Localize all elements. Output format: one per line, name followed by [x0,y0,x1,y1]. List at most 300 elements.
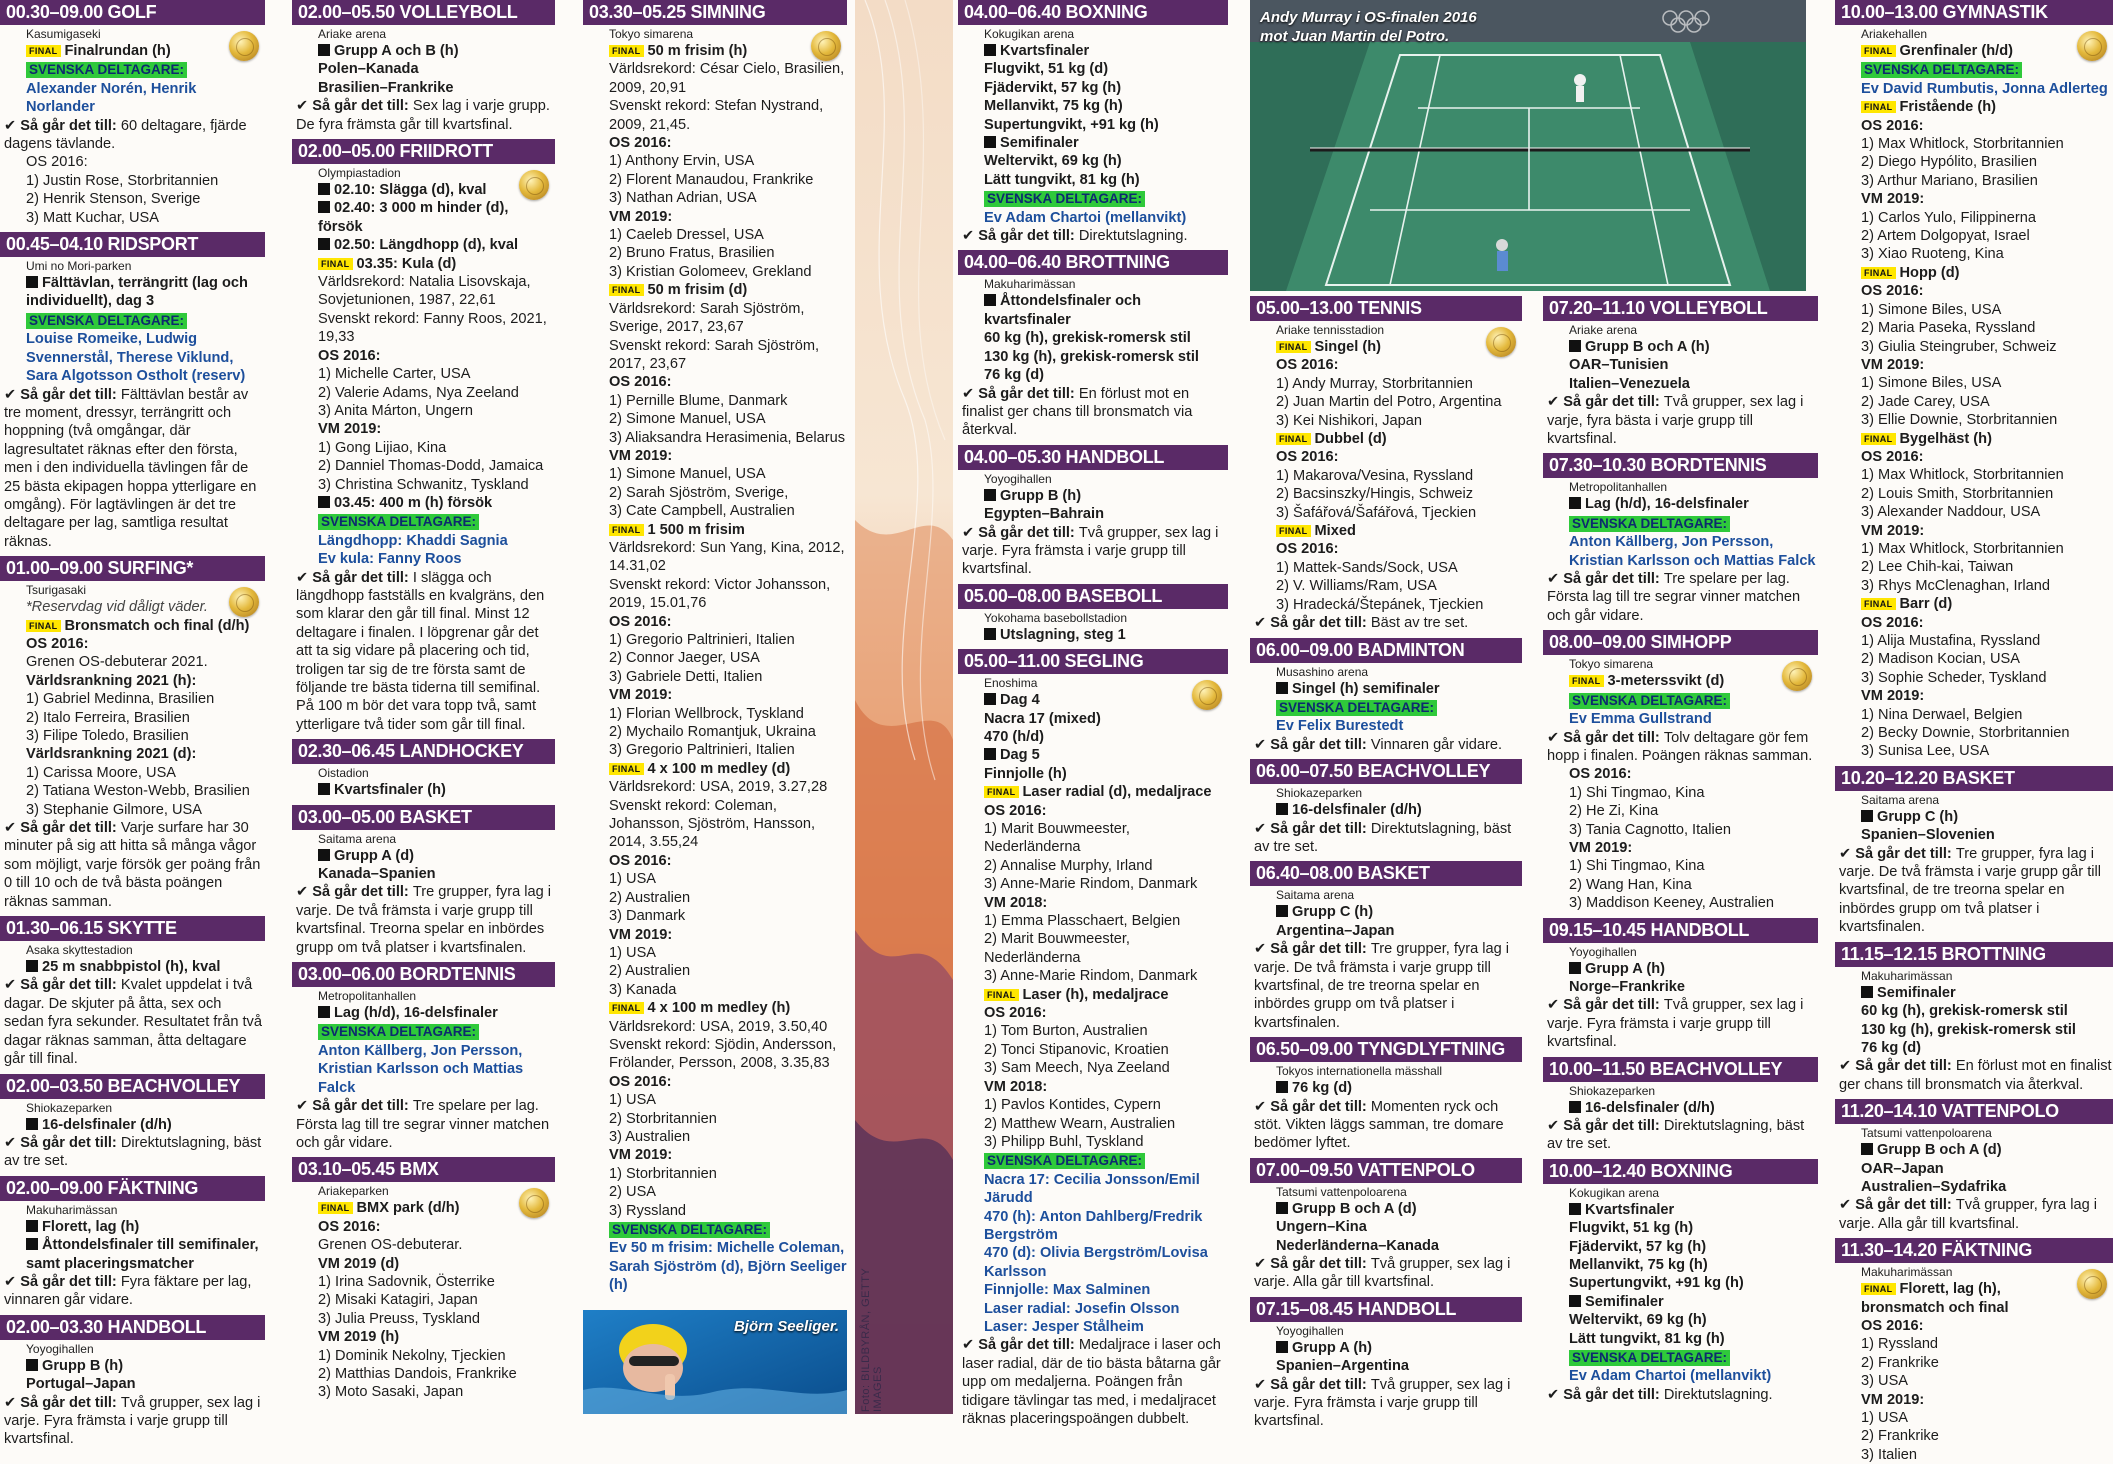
participant-name: Ev Felix Burestedt [1276,718,1404,735]
detail-line: 1) Nina Derwael, Belgien [1861,706,2023,723]
final-badge: FINAL [609,284,644,296]
schedule-section [1250,296,1522,633]
schedule-section [0,1176,265,1310]
detail-line: 2) Maria Paseka, Ryssland [1861,320,2036,337]
detail-line: 3) Stephanie Gilmore, USA [26,801,203,818]
detail-line: 2) Valerie Adams, Nya Zeeland [318,384,519,401]
detail-line: 2) Annalise Murphy, Irland [984,857,1153,874]
event-line [292,1199,555,1217]
schedule-section [0,232,265,551]
section-header: 06.50–09.00 TYNGDLYFTNING [1250,1037,1522,1062]
decorative-wave-graphic [855,0,953,1414]
schedule-section [0,556,265,911]
event-line [958,329,1228,347]
event-line [292,494,555,512]
how-it-works-text: Tre grupper, fyra lag i varje. De två främsta i varje grupp till kvartsfinal. Treorna spelar en inbördes grupp om två platser i kvartsfinalen. [296,884,552,956]
results-heading: OS 2016: [984,1005,1047,1022]
bullet-square-icon [1276,1202,1288,1214]
event-line [0,1375,265,1393]
event-text: bronsmatch och final [1861,1299,2009,1316]
final-badge: FINAL [609,763,644,775]
venue-name: Makuharimässan [984,277,1076,292]
detail-line: 3) Arthur Mariano, Brasilien [1861,172,2038,189]
detail-line: 1) Pavlos Kontides, Cypern [984,1097,1161,1114]
event-line [958,134,1228,152]
event-line [1250,1218,1522,1236]
event-text: 16-delsfinaler (d/h) [42,1116,172,1133]
bullet-square-icon [26,1238,38,1250]
section-header: 07.00–09.50 VATTENPOLO [1250,1158,1522,1183]
bullet-square-icon [984,294,996,306]
event-text: 60 kg (h), grekisk-romersk stil [1861,1003,2068,1020]
checkmark-icon: ✔ [4,117,21,134]
bullet-square-icon [1569,1203,1581,1215]
event-text: OAR–Japan [1861,1160,1944,1177]
event-line [1250,903,1522,921]
how-it-works [292,883,555,957]
results-heading: VM 2019: [318,421,382,438]
section-header: 00.45–04.10 RIDSPORT [0,232,265,257]
results-heading: OS 2016: [609,613,672,630]
schedule-section [1835,942,2113,1094]
results-heading: OS 2016: [1861,1317,1924,1334]
final-badge: FINAL [609,1002,644,1014]
venue-name: Shiokazeparken [1276,786,1363,801]
how-it-works-label: Så går det till: [978,1337,1079,1354]
event-line [583,999,847,1017]
detail-line: Grenen OS-debuterar. [318,1237,463,1254]
final-badge: FINAL [609,45,644,57]
schedule-section [583,0,847,1295]
section-header: 07.20–11.10 VOLLEYBOLL [1543,296,1818,321]
event-text: Semifinaler [1585,1293,1664,1310]
bullet-square-icon [318,238,330,250]
results-heading: OS 2016: [318,1218,381,1235]
final-badge: FINAL [984,786,1019,798]
detail-line: 3) Cate Campbell, Australien [609,503,795,520]
detail-line: 2) Bruno Fratus, Brasilien [609,245,775,262]
event-text: Åttondelsfinaler till semifinaler, [42,1237,259,1254]
event-line [1835,1280,2113,1298]
event-text: Flugvikt, 51 kg (d) [984,61,1109,78]
event-line [1543,672,1818,690]
participant-name: Ev 50 m frisim: Michelle Coleman, [609,1240,845,1257]
checkmark-icon: ✔ [1254,820,1271,837]
swedish-participants-badge: SVENSKA DELTAGARE: [1569,516,1730,532]
results-heading: VM 2018: [984,1078,1048,1095]
how-it-works-text: Sex lag i varje grupp. De fyra främsta går till kvartsfinal. [296,98,550,133]
participant-name: Laser: Jesper Stålheim [984,1318,1144,1335]
event-text: Argentina–Japan [1276,922,1395,939]
how-it-works-label: Så går det till: [20,820,121,837]
event-text: Singel (h) [1314,339,1381,355]
event-line [1835,264,2113,282]
column-4 [958,0,1228,1427]
event-line [1543,1201,1818,1219]
event-text: Nederländerna–Kanada [1276,1237,1440,1254]
how-it-works-text: Två grupper, sex lag i varje. Alla går till kvartsfinal. [1254,1256,1511,1291]
event-text: OAR–Tunisien [1569,357,1669,374]
how-it-works-label: Så går det till: [312,569,413,586]
participant-name: Svennerstål, Therese Viklund, [26,349,234,366]
column-3 [583,0,847,1414]
event-line [0,1218,265,1236]
swedish-participants-label [1543,514,1818,533]
swedish-participants-names [1543,1367,1818,1385]
checkmark-icon: ✔ [962,385,979,402]
how-it-works-label: Så går det till: [312,884,413,901]
how-it-works [1543,393,1818,448]
swedish-participants-names [0,80,265,117]
swedish-participants-names [1835,80,2113,98]
event-line [1835,42,2113,60]
detail-line: 1) Max Whitlock, Storbritannien [1861,136,2064,153]
event-text: Florett, lag (h) [42,1218,140,1235]
event-text: Florett, lag (h), [1899,1281,2001,1298]
section-header: 07.15–08.45 HANDBOLL [1250,1297,1522,1322]
bullet-square-icon [26,276,38,288]
event-line [958,986,1228,1004]
venue-name: Metropolitanhallen [1569,480,1668,495]
detail-line: 3) Matt Kuchar, USA [26,209,160,226]
detail-line: 1) Andy Murray, Storbritannien [1276,375,1473,392]
event-text: Supertungvikt, +91 kg (h) [984,116,1159,133]
how-it-works-text: Kvalet uppdelat i två dagar. De skjuter på åtta, sex och sedan fyra sekunder. Resultatet från två dagar räknas samman, åtta deltagare går till final. [4,977,262,1068]
schedule-section [0,0,265,227]
detail-line: 3) Julia Preuss, Tyskland [318,1310,480,1327]
how-it-works-label: Så går det till: [1563,997,1664,1014]
detail-line: 2) Becky Downie, Storbritannien [1861,725,2070,742]
event-text: 470 (h/d) [984,728,1045,745]
how-it-works [958,524,1228,579]
how-it-works-text: Tre grupper, fyra lag i varje. De två främsta i varje grupp går till kvartsfinal, de tre treorna spelar en inbördes grupp om två platser i kvartsfinalen. [1839,845,2101,936]
detail-line: 1) Simone Manuel, USA [609,466,766,483]
event-line [0,1357,265,1375]
bullet-square-icon [1861,986,1873,998]
bullet-square-icon [984,693,996,705]
bullet-square-icon [1569,497,1581,509]
checkmark-icon: ✔ [1839,1197,1856,1214]
how-it-works-label: Så går det till: [1270,941,1371,958]
venue-name: Asaka skyttestadion [26,943,133,958]
event-text: Lag (h/d), 16-delsfinaler [334,1005,498,1022]
event-line [1543,1256,1818,1274]
schedule-section [1543,918,1818,1052]
bullet-square-icon [26,960,38,972]
event-line [1250,1237,1522,1255]
bullet-square-icon [984,44,996,56]
checkmark-icon: ✔ [4,977,21,994]
detail-line: 1) Carlos Yulo, Filippinerna [1861,209,2036,226]
bullet-square-icon [1861,1143,1873,1155]
section-header: 02.00–05.50 VOLLEYBOLL [292,0,555,25]
event-text: Spanien–Slovenien [1861,827,1995,844]
results-heading: OS 2016: [26,635,89,652]
bullet-square-icon [984,628,996,640]
detail-line: 2) Matthias Dandois, Frankrike [318,1365,517,1382]
how-it-works [1835,845,2113,937]
how-it-works [0,386,265,552]
detail-line: 1) Irina Sadovnik, Österrike [318,1273,495,1290]
detail-line: 1) Justin Rose, Storbritannien [26,172,219,189]
event-text: Lätt tungvikt, 81 kg (h) [984,171,1140,188]
checkmark-icon: ✔ [1254,1376,1271,1393]
how-it-works [958,1336,1228,1428]
how-it-works [958,227,1228,245]
detail-line: 2) Connor Jaeger, USA [609,650,760,667]
event-line [958,765,1228,783]
participant-name: Finnjolle: Max Salminen [984,1282,1151,1299]
event-text: 16-delsfinaler (d/h) [1585,1099,1715,1116]
schedule-section [1543,296,1818,448]
venue-name: Yoyogihallen [1569,944,1637,959]
final-badge: FINAL [984,989,1019,1001]
how-it-works-label: Så går det till: [978,385,1079,402]
how-it-works-text: Direktutslagning, bäst av tre set. [4,1134,262,1170]
venue-name: Tatsumi vattenpoloarena [1276,1184,1407,1199]
how-it-works-label: Så går det till: [20,386,121,403]
how-it-works-text: Två grupper, fyra lag i varje. Alla går till kvartsfinal. [1839,1197,2098,1232]
checkmark-icon: ✔ [4,820,21,837]
how-it-works [0,117,265,154]
detail-line: 3) Sam Meech, Nya Zeeland [984,1060,1170,1077]
venue-name: Kasumigaseki [26,27,101,41]
event-line [1543,1099,1818,1117]
checkmark-icon: ✔ [1254,615,1271,632]
how-it-works-label: Så går det till: [1855,1058,1956,1075]
tennis-photo-caption: Andy Murray i OS-finalen 2016 mot Juan Martin del Potro. [1260,9,1477,45]
how-it-works-label: Så går det till: [1270,1098,1371,1115]
detail-line: 3) Danmark [609,908,686,925]
venue-name: Yoyogihallen [1276,1323,1344,1338]
participant-name: Anton Källberg, Jon Persson, [318,1042,523,1059]
detail-line: OS 2016: [26,154,88,171]
detail-line: 3) Hradecká/Štepánek, Tjeckien [1276,596,1484,613]
final-badge: FINAL [1569,675,1604,687]
how-it-works [1250,1255,1522,1292]
results-heading: VM 2019: [1861,688,1925,705]
detail-line: 1) Anthony Ervin, USA [609,153,755,170]
schedule-section [0,1315,265,1449]
detail-line: 2) Tonci Stipanovic, Kroatien [984,1041,1169,1058]
schedule-section [958,445,1228,579]
detail-line: 3) Sunisa Lee, USA [1861,743,1990,760]
detail-line: 2) Juan Martin del Potro, Argentina [1276,394,1502,411]
results-heading: OS 2016: [1569,766,1632,783]
detail-line: 2) He Zi, Kina [1569,803,1659,820]
schedule-section [958,584,1228,644]
participant-name: Ev David Rumbutis, Jonna Adlerteg [1861,80,2108,97]
results-heading: OS 2016: [1861,614,1924,631]
event-text: Dag 5 [1000,747,1040,764]
how-it-works-label: Så går det till: [1563,729,1664,746]
event-line [1543,1274,1818,1292]
event-text: Supertungvikt, +91 kg (h) [1569,1275,1744,1292]
event-text: Fristående (h) [1899,99,1996,116]
detail-line: 1) Emma Plasschaert, Belgien [984,913,1181,930]
column-7 [1835,0,2113,1463]
swedish-participants-names [292,532,555,569]
results-heading: Världsrankning 2021 (h): [26,672,197,689]
event-line [958,60,1228,78]
detail-line: 1) Max Whitlock, Storbritannien [1861,540,2064,557]
detail-line: 1) Gabriel Medinna, Brasilien [26,691,215,708]
results-heading: VM 2019 (h) [318,1329,400,1346]
schedule-section [0,1074,265,1171]
how-it-works-text: Vinnaren går vidare. [1370,736,1503,753]
bullet-square-icon [984,489,996,501]
detail-line: 2) Marit Bouwmeester, Nederländerna [984,931,1130,966]
detail-line: 2) Storbritannien [609,1110,717,1127]
swedish-participants-names [292,1042,555,1097]
event-line [1835,1178,2113,1196]
gold-medal-icon [229,587,259,617]
checkmark-icon: ✔ [962,1337,979,1354]
swedish-participants-label [0,60,265,79]
detail-line: 1) Shi Tingmao, Kina [1569,858,1705,875]
event-line [958,626,1228,644]
section-header: 04.00–06.40 BOXNING [958,0,1228,25]
swedish-participants-badge: SVENSKA DELTAGARE: [984,191,1145,207]
swedish-participants-badge: SVENSKA DELTAGARE: [26,313,187,329]
how-it-works-label: Så går det till: [978,228,1079,245]
venue-name: Ariake tennisstadion [1276,323,1385,337]
event-line [0,1255,265,1273]
checkmark-icon: ✔ [1254,736,1271,753]
final-badge: FINAL [1276,433,1311,445]
detail-line: 3) Tania Cagnotto, Italien [1569,821,1731,838]
event-line [0,958,265,976]
event-line [958,97,1228,115]
schedule-section [958,0,1228,245]
column-6 [1543,0,1818,1414]
checkmark-icon: ✔ [1254,941,1271,958]
how-it-works [0,1134,265,1171]
how-it-works-text: Två grupper, sex lag i varje. Fyra främsta i varje grupp till kvartsfinal. [1547,997,1804,1051]
event-text: Fälttävlan, terrängritt (lag och [42,275,248,292]
detail-line: 2) Lee Chih-kai, Taiwan [1861,559,2014,576]
bullet-square-icon [1276,905,1288,917]
participant-name: Sarah Sjöström (d), Björn Seeliger (h) [609,1258,847,1294]
detail-line: 3) Kristian Golomeev, Grekland [609,263,812,280]
detail-line: 3) Giulia Steingruber, Schweiz [1861,338,2057,355]
checkmark-icon: ✔ [1547,729,1564,746]
bullet-square-icon [318,849,330,861]
column-2 [292,0,555,1414]
participant-name: Alexander Norén, Henrik Norlander [26,80,197,116]
detail-line: 1) Simone Biles, USA [1861,301,2002,318]
event-line [1250,801,1522,819]
how-it-works [292,569,555,735]
how-it-works [1543,1117,1818,1154]
event-text: Kanada–Spanien [318,866,436,883]
schedule-section [1250,1297,1522,1431]
final-badge: FINAL [1861,267,1896,279]
checkmark-icon: ✔ [1839,1058,1856,1075]
how-it-works-label: Så går det till: [20,977,121,994]
section-header: 05.00–08.00 BASEBOLL [958,584,1228,609]
checkmark-icon: ✔ [1547,394,1564,411]
event-text: Kvartsfinaler [1000,43,1090,59]
section-header: 09.15–10.45 HANDBOLL [1543,918,1818,943]
schedule-section [1835,1099,2113,1233]
gold-medal-icon [2077,1269,2107,1299]
how-it-works [1250,1098,1522,1153]
swedish-participants-label [292,512,555,531]
event-text: Åttondelsfinaler och [1000,293,1142,310]
event-line [1835,98,2113,116]
event-line [958,691,1228,709]
event-line [1250,680,1522,698]
how-it-works [292,97,555,134]
results-heading: OS 2016: [609,374,672,391]
detail-line: 1) Shi Tingmao, Kina [1569,784,1705,801]
gold-medal-icon [519,170,549,200]
swedish-participants-badge: SVENSKA DELTAGARE: [1861,62,2022,78]
schedule-section [1250,1037,1522,1153]
detail-line: 1) Storbritannien [609,1165,717,1182]
results-heading: VM 2019: [1861,1391,1925,1408]
swedish-participants-names [1250,717,1522,735]
participant-name: Ev Emma Gullstrand [1569,711,1712,728]
detail-line: 2) Wang Han, Kina [1569,876,1692,893]
event-text: Finalrundan (h) [64,43,171,59]
detail-line: 2) Madison Kocian, USA [1861,651,2020,668]
bullet-square-icon [1569,340,1581,352]
schedule-section [292,739,555,799]
detail-line: 2) Tatiana Weston-Webb, Brasilien [26,783,250,800]
swedish-participants-badge: SVENSKA DELTAGARE: [318,1024,479,1040]
detail-line: 3) Ellie Downie, Storbritannien [1861,412,2058,429]
section-header: 02.00–05.00 FRIIDROTT [292,139,555,164]
checkmark-icon: ✔ [4,1134,21,1151]
detail-line: 1) Tom Burton, Australien [984,1023,1148,1040]
how-it-works [1543,1386,1818,1404]
checkmark-icon: ✔ [296,884,313,901]
event-text: Nacra 17 (mixed) [984,710,1101,727]
swedish-participants-badge: SVENSKA DELTAGARE: [26,62,187,78]
how-it-works [958,385,1228,440]
event-text: Australien–Sydafrika [1861,1178,2007,1195]
how-it-works-text: Direktutslagning. [1663,1386,1773,1403]
swedish-participants-names [0,330,265,385]
event-text: Lag (h/d), 16-delsfinaler [1585,496,1749,513]
checkmark-icon: ✔ [296,1098,313,1115]
venue-name: Ariake arena [1569,323,1638,337]
swedish-participants-label [1543,691,1818,710]
how-it-works-label: Så går det till: [1563,1118,1664,1134]
event-text: Brasilien–Frankrike [318,79,454,96]
how-it-works [0,1394,265,1449]
section-header: 06.00–07.50 BEACHVOLLEY [1250,759,1522,784]
event-line [1835,1141,2113,1159]
how-it-works-label: Så går det till: [1563,1386,1664,1403]
section-header: 06.40–08.00 BASKET [1250,861,1522,886]
how-it-works [1835,1057,2113,1094]
event-line [1835,430,2113,448]
final-badge: FINAL [1861,1283,1896,1295]
final-badge: FINAL [26,45,61,57]
event-text: Grupp A och B (h) [334,43,459,59]
venue-name: Yoyogihallen [984,471,1052,486]
detail-line: 1) Pernille Blume, Danmark [609,392,788,409]
how-it-works [1250,614,1522,632]
detail-line: 3) Anne-Marie Rindom, Danmark [984,876,1198,893]
event-line [0,42,265,60]
bullet-square-icon [318,496,330,508]
section-header: 03.30–05.25 SIMNING [583,0,847,25]
how-it-works [1250,820,1522,857]
